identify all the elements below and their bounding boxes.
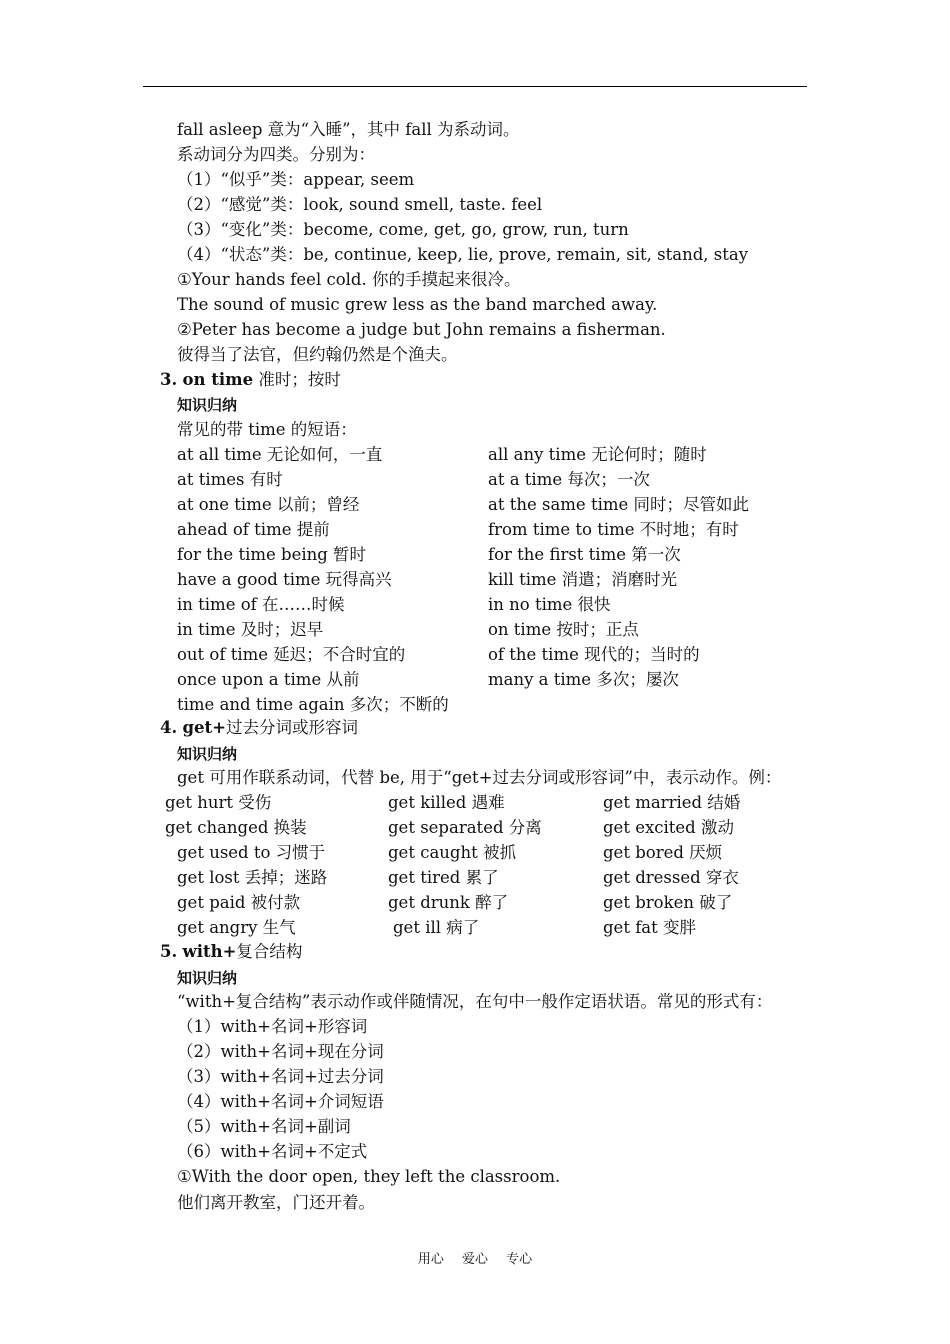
phrase-item: at times 有时 xyxy=(177,470,283,489)
form-item: （1）with+名词+形容词 xyxy=(177,1017,368,1036)
phrase-item: get married 结婚 xyxy=(603,793,741,812)
phrase-item: time and time again 多次；不断的 xyxy=(177,695,449,714)
phrase-item: get tired 累了 xyxy=(388,868,499,887)
phrase-item: for the time being 暂时 xyxy=(177,545,367,564)
phrase-item: get caught 被抓 xyxy=(388,843,516,862)
phrase-item: out of time 延迟；不合时宜的 xyxy=(177,645,406,664)
phrase-item: get separated 分离 xyxy=(388,818,542,837)
knowledge-summary-label: 知识归纳 xyxy=(177,745,238,763)
section-term: on time xyxy=(182,370,254,389)
knowledge-summary-label: 知识归纳 xyxy=(177,396,238,414)
phrase-item: get ill 病了 xyxy=(393,918,480,937)
phrase-item: get broken 破了 xyxy=(603,893,733,912)
page-footer xyxy=(0,1248,950,1267)
phrase-item: have a good time 玩得高兴 xyxy=(177,570,392,589)
phrase-item: ahead of time 提前 xyxy=(177,520,330,539)
phrase-item: get drunk 醉了 xyxy=(388,893,509,912)
section-meaning: 复合结构 xyxy=(236,942,303,961)
form-item: （2）with+名词+现在分词 xyxy=(177,1042,384,1061)
phrase-item: get paid 被付款 xyxy=(177,893,301,912)
phrase-item: get changed 换装 xyxy=(165,818,307,837)
phrase-item: in time 及时；迟早 xyxy=(177,620,324,639)
section-number: 4. xyxy=(160,718,178,737)
phrase-item: at one time 以前；曾经 xyxy=(177,495,360,514)
phrase-item: get used to 习惯于 xyxy=(177,843,326,862)
example-sentence: ①Your hands feel cold. 你的手摸起来很冷。 xyxy=(177,270,521,289)
form-item: （3）with+名词+过去分词 xyxy=(177,1067,384,1086)
intro-line: （2）“感觉”类：look, sound smell, taste. feel xyxy=(177,195,543,214)
example-sentence: ②Peter has become a judge but John remains a fisherman. xyxy=(177,320,666,339)
phrase-item: kill time 消遣；消磨时光 xyxy=(488,570,678,589)
intro-line: 系动词分为四类。分别为： xyxy=(177,145,375,164)
section-meaning: 准时；按时 xyxy=(258,370,341,389)
form-item: （6）with+名词+不定式 xyxy=(177,1142,368,1161)
knowledge-summary-label: 知识归纳 xyxy=(177,969,238,987)
phrase-item: get angry 生气 xyxy=(177,918,296,937)
header-rule xyxy=(143,86,807,87)
section-intro: “with+复合结构”表示动作或伴随情况，在句中一般作定语状语。常见的形式有： xyxy=(177,992,773,1011)
phrase-item: all any time 无论何时；随时 xyxy=(488,445,707,464)
section-4-heading xyxy=(160,717,358,739)
phrase-item: at a time 每次；一次 xyxy=(488,470,650,489)
intro-line: （1）“似乎”类：appear, seem xyxy=(177,170,415,189)
section-meaning: 过去分词或形容词 xyxy=(225,718,358,737)
example-sentence: ①With the door open, they left the classroom. xyxy=(177,1167,561,1186)
phrase-item: from time to time 不时地；有时 xyxy=(488,520,739,539)
footer-word: 爱心 xyxy=(461,1252,488,1267)
phrase-item: get dressed 穿衣 xyxy=(603,868,739,887)
example-translation: 他们离开教室，门还开着。 xyxy=(177,1193,375,1212)
phrase-item: get excited 激动 xyxy=(603,818,734,837)
phrase-item: get lost 丢掉；迷路 xyxy=(177,868,328,887)
footer-word: 专心 xyxy=(506,1252,533,1267)
intro-line: （3）“变化”类：become, come, get, go, grow, run, turn xyxy=(177,220,629,239)
phrase-item: on time 按时；正点 xyxy=(488,620,639,639)
section-term: get+ xyxy=(182,718,226,737)
section-term: with+ xyxy=(182,942,237,961)
phrase-item: in no time 很快 xyxy=(488,595,611,614)
phrase-item: at all time 无论如何，一直 xyxy=(177,445,383,464)
section-intro: 常见的带 time 的短语： xyxy=(177,420,357,439)
form-item: （4）with+名词+介词短语 xyxy=(177,1092,384,1111)
phrase-item: get bored 厌烦 xyxy=(603,843,723,862)
footer-word: 用心 xyxy=(417,1252,444,1267)
phrase-item: once upon a time 从前 xyxy=(177,670,360,689)
phrase-item: many a time 多次；屡次 xyxy=(488,670,679,689)
section-number: 5. xyxy=(160,942,178,961)
intro-line: fall asleep 意为“入睡”，其中 fall 为系动词。 xyxy=(177,120,520,139)
phrase-item: in time of 在……时候 xyxy=(177,595,345,614)
phrase-item: get hurt 受伤 xyxy=(165,793,272,812)
phrase-item: of the time 现代的；当时的 xyxy=(488,645,700,664)
phrase-item: get fat 变胖 xyxy=(603,918,697,937)
intro-line: （4）“状态”类：be, continue, keep, lie, prove, remain, sit, stand, stay xyxy=(177,245,749,264)
section-number: 3. xyxy=(160,370,178,389)
section-5-heading xyxy=(160,941,302,963)
phrase-item: at the same time 同时；尽管如此 xyxy=(488,495,750,514)
phrase-item: get killed 遇难 xyxy=(388,793,505,812)
section-3-heading xyxy=(160,369,341,391)
example-sentence: The sound of music grew less as the band marched away. xyxy=(177,295,658,314)
example-translation: 彼得当了法官，但约翰仍然是个渔夫。 xyxy=(177,345,458,364)
phrase-item: for the first time 第一次 xyxy=(488,545,681,564)
form-item: （5）with+名词+副词 xyxy=(177,1117,351,1136)
section-intro: get 可用作联系动词，代替 be, 用于“get+过去分词或形容词”中，表示动作。例： xyxy=(177,768,782,787)
